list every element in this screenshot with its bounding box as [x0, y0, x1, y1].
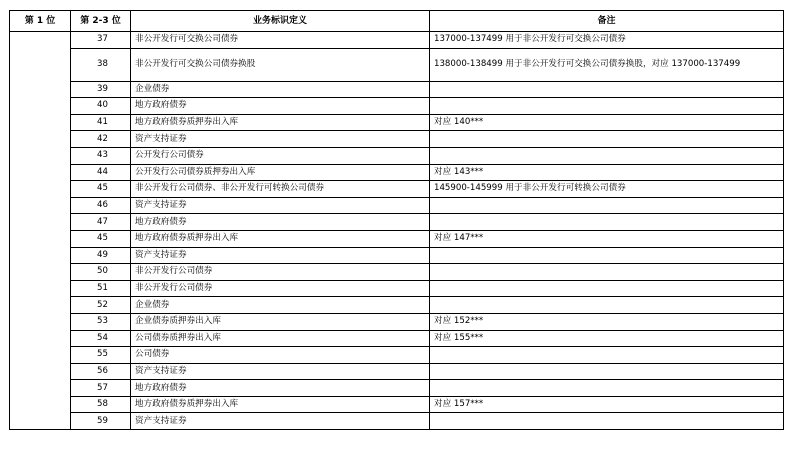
note-cell	[430, 247, 784, 264]
table-row	[10, 380, 784, 397]
definition-cell: 非公开发行公司债券、非公开发行可转换公司债券	[131, 181, 430, 198]
code-cell: 39	[71, 81, 131, 98]
code-cell: 44	[71, 164, 131, 181]
code-cell: 58	[71, 396, 131, 413]
note-cell: 对应 152***	[430, 313, 784, 330]
note-cell	[430, 147, 784, 164]
table-row	[10, 197, 784, 214]
note-cell	[430, 280, 784, 297]
note-cell	[430, 131, 784, 148]
code-cell: 40	[71, 98, 131, 115]
code-cell: 45	[71, 230, 131, 247]
definition-cell: 非公开发行可交换公司债券换股	[131, 48, 430, 81]
table-row	[10, 230, 784, 247]
definition-cell: 企业债券	[131, 81, 430, 98]
definition-cell: 非公开发行公司债券	[131, 280, 430, 297]
header-digits-2-3: 第 2-3 位	[71, 11, 131, 32]
note-cell	[430, 413, 784, 430]
table-row	[10, 347, 784, 364]
code-cell: 45	[71, 181, 131, 198]
definition-cell: 公开发行公司债券质押券出入库	[131, 164, 430, 181]
code-cell: 52	[71, 297, 131, 314]
note-cell	[430, 214, 784, 231]
definition-cell: 非公开发行公司债券	[131, 264, 430, 281]
header-row	[10, 11, 784, 32]
definition-cell: 地方政府债券质押券出入库	[131, 230, 430, 247]
header-definition: 业务标识定义	[131, 11, 430, 32]
code-cell: 46	[71, 197, 131, 214]
code-cell: 38	[71, 48, 131, 81]
definition-cell: 资产支持证券	[131, 131, 430, 148]
definition-cell: 企业债券质押券出入库	[131, 313, 430, 330]
note-cell	[430, 297, 784, 314]
table-row	[10, 264, 784, 281]
note-cell	[430, 98, 784, 115]
table-row	[10, 214, 784, 231]
table-row	[10, 98, 784, 115]
business-code-table	[9, 10, 784, 430]
table-row	[10, 32, 784, 49]
note-cell: 对应 140***	[430, 114, 784, 131]
definition-cell: 地方政府债券	[131, 214, 430, 231]
definition-cell: 地方政府债券	[131, 98, 430, 115]
code-cell: 43	[71, 147, 131, 164]
definition-cell: 地方政府债券	[131, 380, 430, 397]
code-cell: 47	[71, 214, 131, 231]
definition-cell: 非公开发行可交换公司债券	[131, 32, 430, 49]
code-cell: 41	[71, 114, 131, 131]
header-first-digit: 第 1 位	[10, 11, 71, 32]
note-cell	[430, 264, 784, 281]
code-cell: 59	[71, 413, 131, 430]
note-cell: 对应 157***	[430, 396, 784, 413]
note-cell	[430, 197, 784, 214]
definition-cell: 资产支持证券	[131, 247, 430, 264]
definition-cell: 地方政府债券质押券出入库	[131, 396, 430, 413]
code-cell: 50	[71, 264, 131, 281]
code-cell: 56	[71, 363, 131, 380]
code-cell: 37	[71, 32, 131, 49]
definition-cell: 地方政府债券质押券出入库	[131, 114, 430, 131]
table-row	[10, 297, 784, 314]
code-cell: 51	[71, 280, 131, 297]
definition-cell: 公司债券质押券出入库	[131, 330, 430, 347]
table-row	[10, 280, 784, 297]
first-digit-cell	[10, 32, 71, 430]
note-cell: 138000-138499 用于非公开发行可交换公司债券换股，对应 137000-137499	[430, 48, 784, 81]
table-row	[10, 81, 784, 98]
code-cell: 57	[71, 380, 131, 397]
header-note: 备注	[430, 11, 784, 32]
code-cell: 55	[71, 347, 131, 364]
definition-cell: 资产支持证券	[131, 413, 430, 430]
note-cell: 137000-137499 用于非公开发行可交换公司债券	[430, 32, 784, 49]
code-cell: 53	[71, 313, 131, 330]
definition-cell: 公开发行公司债券	[131, 147, 430, 164]
note-cell	[430, 81, 784, 98]
note-cell: 对应 147***	[430, 230, 784, 247]
definition-cell: 企业债券	[131, 297, 430, 314]
note-cell	[430, 363, 784, 380]
note-cell: 对应 143***	[430, 164, 784, 181]
note-cell	[430, 347, 784, 364]
table-row	[10, 413, 784, 430]
code-cell: 49	[71, 247, 131, 264]
code-cell: 42	[71, 131, 131, 148]
table-row	[10, 363, 784, 380]
table-body	[10, 32, 784, 430]
definition-cell: 资产支持证券	[131, 197, 430, 214]
table-row	[10, 131, 784, 148]
table-row	[10, 147, 784, 164]
table-row	[10, 164, 784, 181]
table-row	[10, 114, 784, 131]
table-row	[10, 330, 784, 347]
table-row	[10, 396, 784, 413]
table-row	[10, 313, 784, 330]
note-cell: 对应 155***	[430, 330, 784, 347]
code-cell: 54	[71, 330, 131, 347]
table-row	[10, 181, 784, 198]
note-cell	[430, 380, 784, 397]
definition-cell: 公司债券	[131, 347, 430, 364]
definition-cell: 资产支持证券	[131, 363, 430, 380]
table-row	[10, 48, 784, 81]
note-cell: 145900-145999 用于非公开发行可转换公司债券	[430, 181, 784, 198]
table-row	[10, 247, 784, 264]
